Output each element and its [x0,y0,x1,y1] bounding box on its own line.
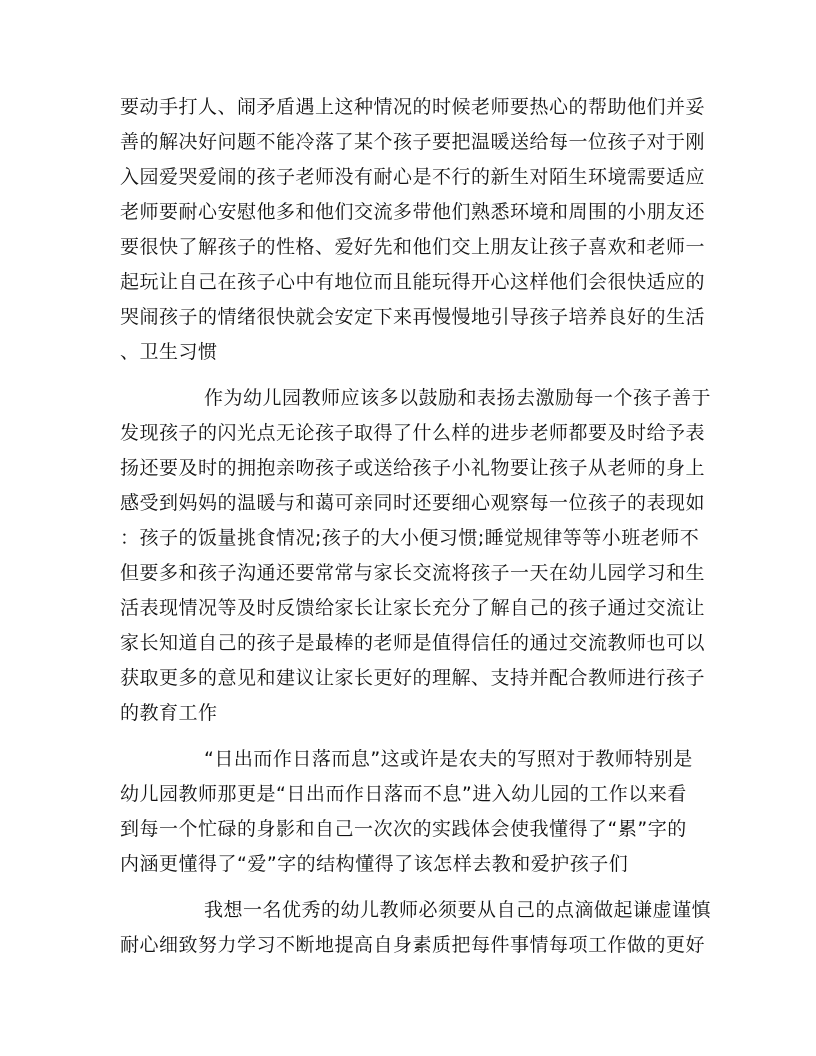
text-line: 的教育工作 [120,702,218,724]
text-line: 幼儿园教师那更是“日出而作日落而不息”进入幼儿园的工作以来看 [120,783,687,805]
paragraph-start-line: 作为幼儿园教师应该多以鼓励和表扬去激励每一个孩子善于 [204,387,712,409]
paragraph-start-line: “日出而作日落而息”这或许是农夫的写照对于教师特别是 [204,748,693,770]
text-line: 耐心细致努力学习不断地提高自身素质把每件事情每项工作做的更好 [120,934,706,956]
text-line: 入园爱哭爱闹的孩子老师没有耐心是不行的新生对陌生环境需要适应 [120,166,706,188]
text-line: 活表现情况等及时反馈给家长让家长充分了解自己的孩子通过交流让 [120,597,706,619]
text-line: 家长知道自己的孩子是最棒的老师是值得信任的通过交流教师也可以 [120,632,706,654]
text-line: ：孩子的饭量挑食情况;孩子的大小便习惯;睡觉规律等等小班老师不 [120,527,700,549]
text-line: 内涵更懂得了“爱”字的结构懂得了该怎样去教和爱护孩子们 [120,853,629,875]
text-line: 扬还要及时的拥抱亲吻孩子或送给孩子小礼物要让孩子从老师的身上 [120,457,706,479]
text-line: 发现孩子的闪光点无论孩子取得了什么样的进步老师都要及时给予表 [120,422,706,444]
text-line: 感受到妈妈的温暖与和蔼可亲同时还要细心观察每一位孩子的表现如 [120,492,706,514]
text-line: 要动手打人、闹矛盾遇上这种情况的时候老师要热心的帮助他们并妥 [120,96,706,118]
text-line: 老师要耐心安慰他多和他们交流多带他们熟悉环境和周围的小朋友还 [120,201,706,223]
text-line: 、卫生习惯 [120,341,218,363]
text-line: 哭闹孩子的情绪很快就会安定下来再慢慢地引导孩子培养良好的生活 [120,306,706,328]
text-line: 要很快了解孩子的性格、爱好先和他们交上朋友让孩子喜欢和老师一 [120,236,706,258]
text-line: 到每一个忙碌的身影和自己一次次的实践体会使我懂得了“累”字的 [120,818,687,840]
text-line: 获取更多的意见和建议让家长更好的理解、支持并配合教师进行孩子 [120,667,706,689]
text-line: 但要多和孩子沟通还要常常与家长交流将孩子一天在幼儿园学习和生 [120,562,706,584]
paragraph-start-line: 我想一名优秀的幼儿教师必须要从自己的点滴做起谦虚谨慎 [204,899,712,921]
text-line: 起玩让自己在孩子心中有地位而且能玩得开心这样他们会很快适应的 [120,271,706,293]
text-line: 善的解决好问题不能冷落了某个孩子要把温暖送给每一位孩子对于刚 [120,131,706,153]
